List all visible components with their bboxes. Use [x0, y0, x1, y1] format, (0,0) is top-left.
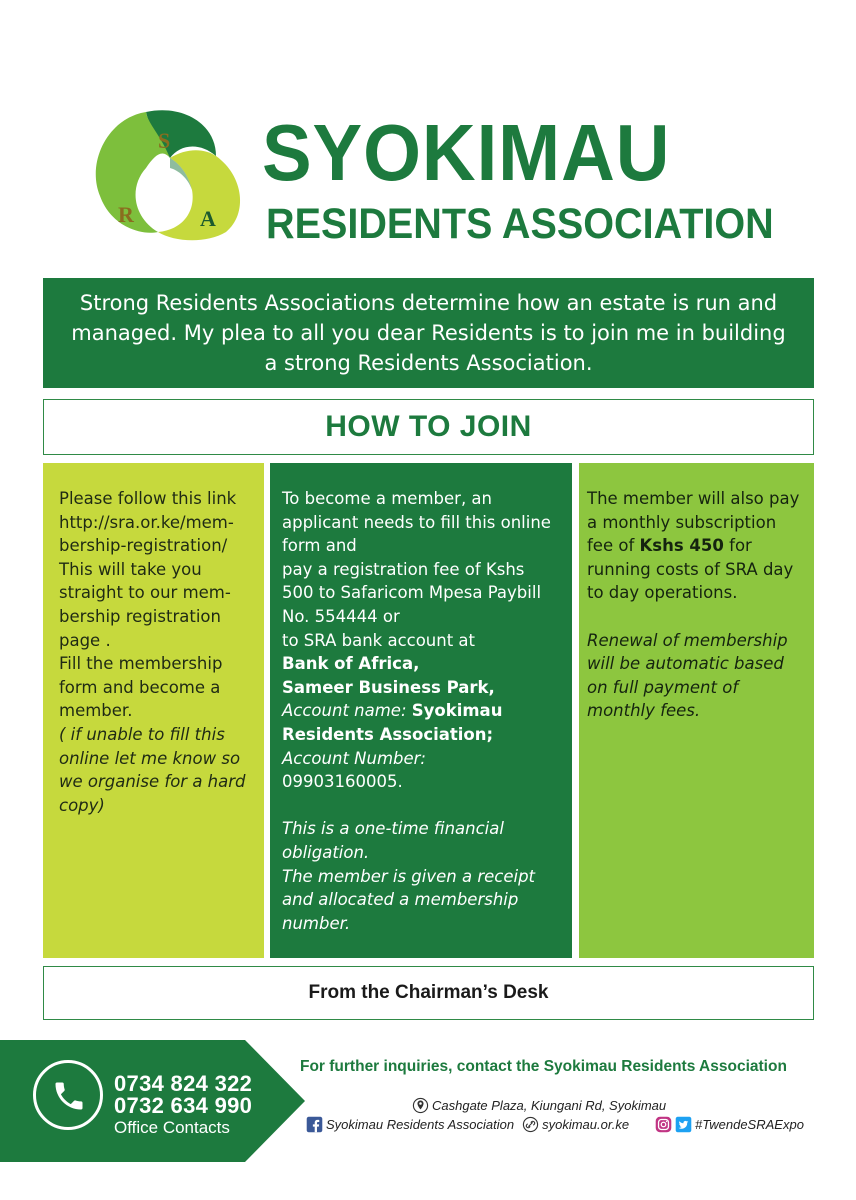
- logo-letter-a: A: [200, 206, 216, 231]
- phone-number-2[interactable]: 0732 634 990: [114, 1093, 253, 1118]
- monthly-fee-amount: Kshs 450: [639, 536, 724, 556]
- bank-branch: Sameer Business Park,: [282, 677, 495, 697]
- renewal-note: will be automatic based: [587, 654, 784, 674]
- col1-line: bership registration: [59, 606, 221, 626]
- account-number-value: 09903160005.: [282, 772, 403, 792]
- twitter-icon[interactable]: [675, 1116, 692, 1133]
- facebook-icon[interactable]: [306, 1116, 323, 1133]
- col1-note: online let me know so: [59, 748, 241, 768]
- website-link[interactable]: syokimau.or.ke: [542, 1117, 630, 1132]
- col2-note: number.: [282, 913, 351, 933]
- col3-fee-pre: fee of: [587, 536, 635, 556]
- logo-letter-s: S: [158, 128, 171, 153]
- col2-line: to SRA bank account at: [282, 630, 476, 650]
- col2-note: obligation.: [282, 842, 370, 862]
- registration-link-part2[interactable]: bership-registration/: [59, 536, 228, 556]
- col1-note: copy): [59, 795, 105, 815]
- col3-fee-post: for: [729, 536, 752, 556]
- renewal-note: on full payment of: [587, 677, 739, 697]
- chairman-desk-box: [43, 966, 814, 1020]
- col2-line: pay a registration fee of Kshs: [282, 559, 525, 579]
- col1-line: form and become a: [59, 677, 221, 697]
- account-name-value: Syokimau: [411, 701, 503, 721]
- social-links: [306, 1116, 804, 1133]
- how-to-join-box: [43, 399, 814, 455]
- col1-note: we organise for a hard: [59, 772, 246, 792]
- renewal-note: monthly fees.: [587, 701, 701, 721]
- sra-logo: [88, 104, 248, 244]
- col2-note: The member is given a receipt: [282, 866, 536, 886]
- intro-banner: [43, 278, 814, 388]
- col3-line: The member will also pay: [587, 489, 800, 508]
- bank-name: Bank of Africa,: [282, 654, 420, 674]
- col3-line: running costs of SRA day: [587, 559, 794, 579]
- web-link-icon: [522, 1116, 539, 1133]
- account-name-value-cont: Residents Association;: [282, 724, 494, 744]
- col3-line: to day operations.: [587, 583, 738, 603]
- hashtag-text: #TwendeSRAExpo: [695, 1117, 804, 1132]
- phone-number-1[interactable]: 0734 824 322: [114, 1071, 253, 1096]
- account-name-label: Account name:: [282, 701, 407, 721]
- column-monthly-subscription: [579, 463, 814, 958]
- col1-line: Fill the membership: [59, 654, 223, 674]
- col1-note: ( if unable to fill this: [59, 724, 225, 744]
- renewal-note: Renewal of membership: [587, 630, 788, 650]
- brand-title: SYOKIMAU: [262, 108, 671, 197]
- facebook-page-link[interactable]: Syokimau Residents Association: [326, 1117, 515, 1132]
- col2-line: 500 to Safaricom Mpesa Paybill: [282, 583, 542, 603]
- phone-icon: [33, 1060, 103, 1130]
- registration-link-part1[interactable]: http://sra.or.ke/mem-: [59, 512, 234, 532]
- address-line: [412, 1097, 666, 1114]
- col2-line: form and: [282, 536, 357, 556]
- col2-note: and allocated a membership: [282, 890, 519, 910]
- col1-line: member.: [59, 701, 133, 721]
- col1-line: This will take you: [59, 559, 202, 579]
- brand-subtitle: RESIDENTS ASSOCIATION: [266, 200, 774, 248]
- address-text: Cashgate Plaza, Kiungani Rd, Syokimau: [432, 1098, 667, 1113]
- logo-letter-r: R: [118, 202, 134, 227]
- col2-line: To become a member, an: [282, 489, 492, 508]
- col1-line: straight to our mem-: [59, 583, 231, 603]
- phone-glyph: [51, 1078, 87, 1114]
- column-link-instructions: [43, 463, 264, 958]
- column-registration-fee: [270, 463, 572, 958]
- col2-line: applicant needs to fill this online: [282, 512, 551, 532]
- location-pin-icon: [412, 1097, 429, 1114]
- chairman-desk-text: From the Chairman’s Desk: [308, 982, 549, 1003]
- col3-line: a monthly subscription: [587, 512, 777, 532]
- col1-line: Please follow this link: [59, 489, 237, 508]
- col1-line: page .: [59, 630, 111, 650]
- registration-link[interactable]: [59, 511, 250, 558]
- account-number-label: Account Number:: [282, 748, 426, 768]
- how-to-join-heading: HOW TO JOIN: [325, 410, 532, 443]
- intro-text: Strong Residents Associations determine how an estate is run and managed. My plea to all you dear Residents is to join me in building a strong Residents Association.: [71, 291, 786, 375]
- col2-line: No. 554444 or: [282, 606, 400, 626]
- col2-note: This is a one-time financial: [282, 819, 504, 839]
- instagram-icon[interactable]: [655, 1116, 672, 1133]
- office-contacts-label: Office Contacts: [114, 1118, 230, 1137]
- inquiry-text: For further inquiries, contact the Syokimau Residents Association: [300, 1058, 787, 1075]
